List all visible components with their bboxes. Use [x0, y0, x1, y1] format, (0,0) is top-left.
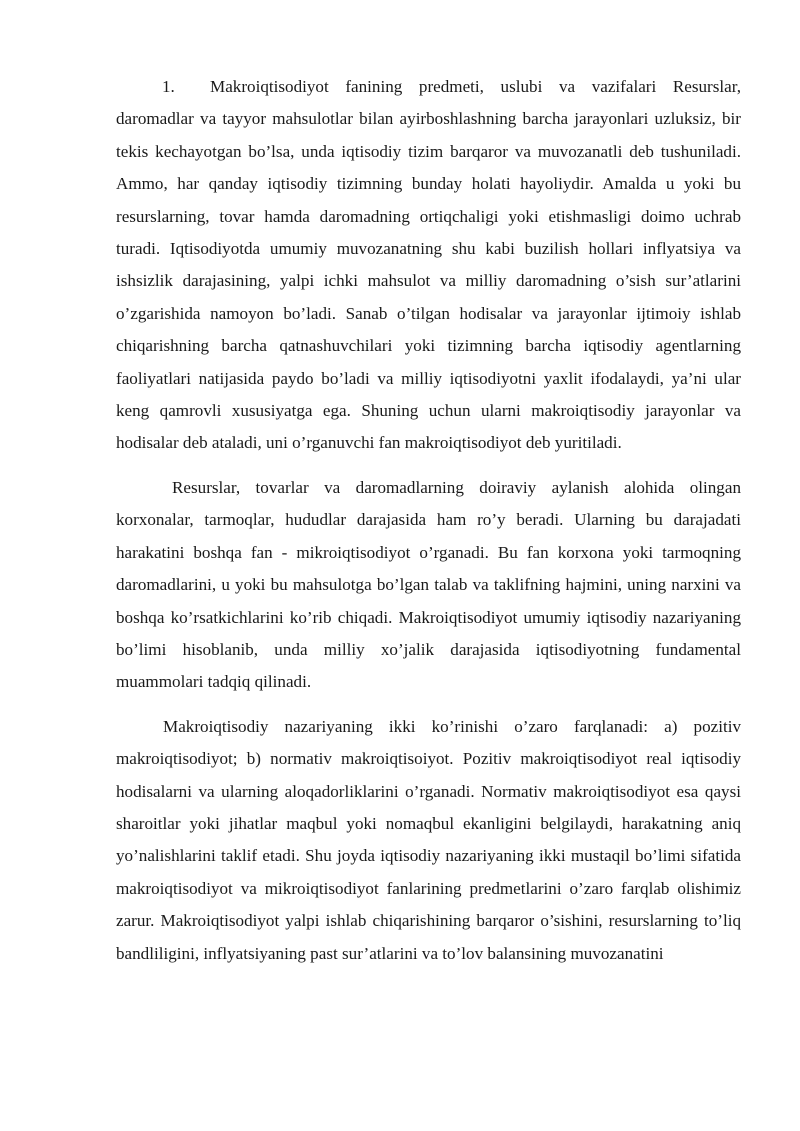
- paragraph-text: Resurslar, tovarlar va daromadlarning doiraviy aylanish alohida olingan korxonalar, tarmoqlar, hududlar darajasida ham ro’y beradi. Ularning bu darajadati harakatini boshqa fan - mikroiqtisodiyot o’rganadi. Bu fan korxona yoki tarmoqning daromadlarini, u yoki bu mahsulotga bo’lgan talab va taklifning hajmini, uning narxini va boshqa ko’rsatkichlarini ko’rib chiqadi. Makroiqtisodiyot umumiy iqtisodiy nazariyaning bo’limi hisoblanib, unda milliy xo’jalik darajasida iqtisodiyotning fundamental muammolari tadqiq qilinadi.: [116, 477, 741, 692]
- paragraph-text: Makroiqtisodiyot fanining predmeti, uslubi va vazifalari Resurslar, daromadlar va tayyor mahsulotlar bilan ayirboshlashning barcha jarayonlari uzluksiz, bir tekis kechayotgan bo’lsa, unda iqtisodiy tizim barqaror va muvozanatli deb tushuniladi. Ammo, har qanday iqtisodiy tizimning bunday holati hayoliydir. Amalda u yoki bu resurslarning, tovar hamda daromadning ortiqchaligi yoki etishmasligi doimo uchrab turadi. Iqtisodiyotda umumiy muvozanatning shu kabi buzilish hollari inflyatsiya va ishsizlik darajasining, yalpi ichki mahsulot va milliy daromadning o’sish sur’atlarini o’zgarishida namoyon bo’ladi. Sanab o’tilgan hodisalar va jarayonlar ijtimoiy ishlab chiqarishning barcha qatnashuvchilari yoki tizimning barcha iqtisodiy agentlarning faoliyatlari natijasida paydo bo’ladi va milliy iqtisodiyotni yaxlit ifodalaydi, ya’ni ular keng qamrovli xususiyatga ega. Shuning uchun ularni makroiqtisodiy jarayonlar va hodisalar deb ataladi, uni o’rganuvchi fan makroiqtisodiyot deb yuritiladi.: [116, 77, 741, 453]
- document-body: [116, 71, 741, 970]
- paragraph-2: [116, 472, 741, 699]
- paragraph-1: [116, 71, 741, 460]
- paragraph-text: Makroiqtisodiy nazariyaning ikki ko’rinishi o’zaro farqlanadi: a) pozitiv makroiqtisodiyot; b) normativ makroiqtisoiyot. Pozitiv makroiqtisodiyot real iqtisodiy hodisalarni va ularning aloqadorliklarini o’rganadi. Normativ makroiqtisodiyot esa qaysi sharoitlar yoki jihatlar maqbul yoki nomaqbul ekanligini belgilaydi, harakatning aniq yo’nalishlarini taklif etadi. Shu joyda iqtisodiy nazariyaning ikki mustaqil bo’limi sifatida makroiqtisodiyot va mikroiqtisodiyot fanlarining predmetlarini o’zaro farqlab olishimiz zarur. Makroiqtisodiyot yalpi ishlab chiqarishining barqaror o’sishini, resurslarning to’liq bandliligini, inflyatsiyaning past sur’atlarini va to’lov balansining muvozanatini: [116, 716, 741, 963]
- paragraph-3: [116, 711, 741, 970]
- paragraph-number: 1.: [162, 77, 175, 96]
